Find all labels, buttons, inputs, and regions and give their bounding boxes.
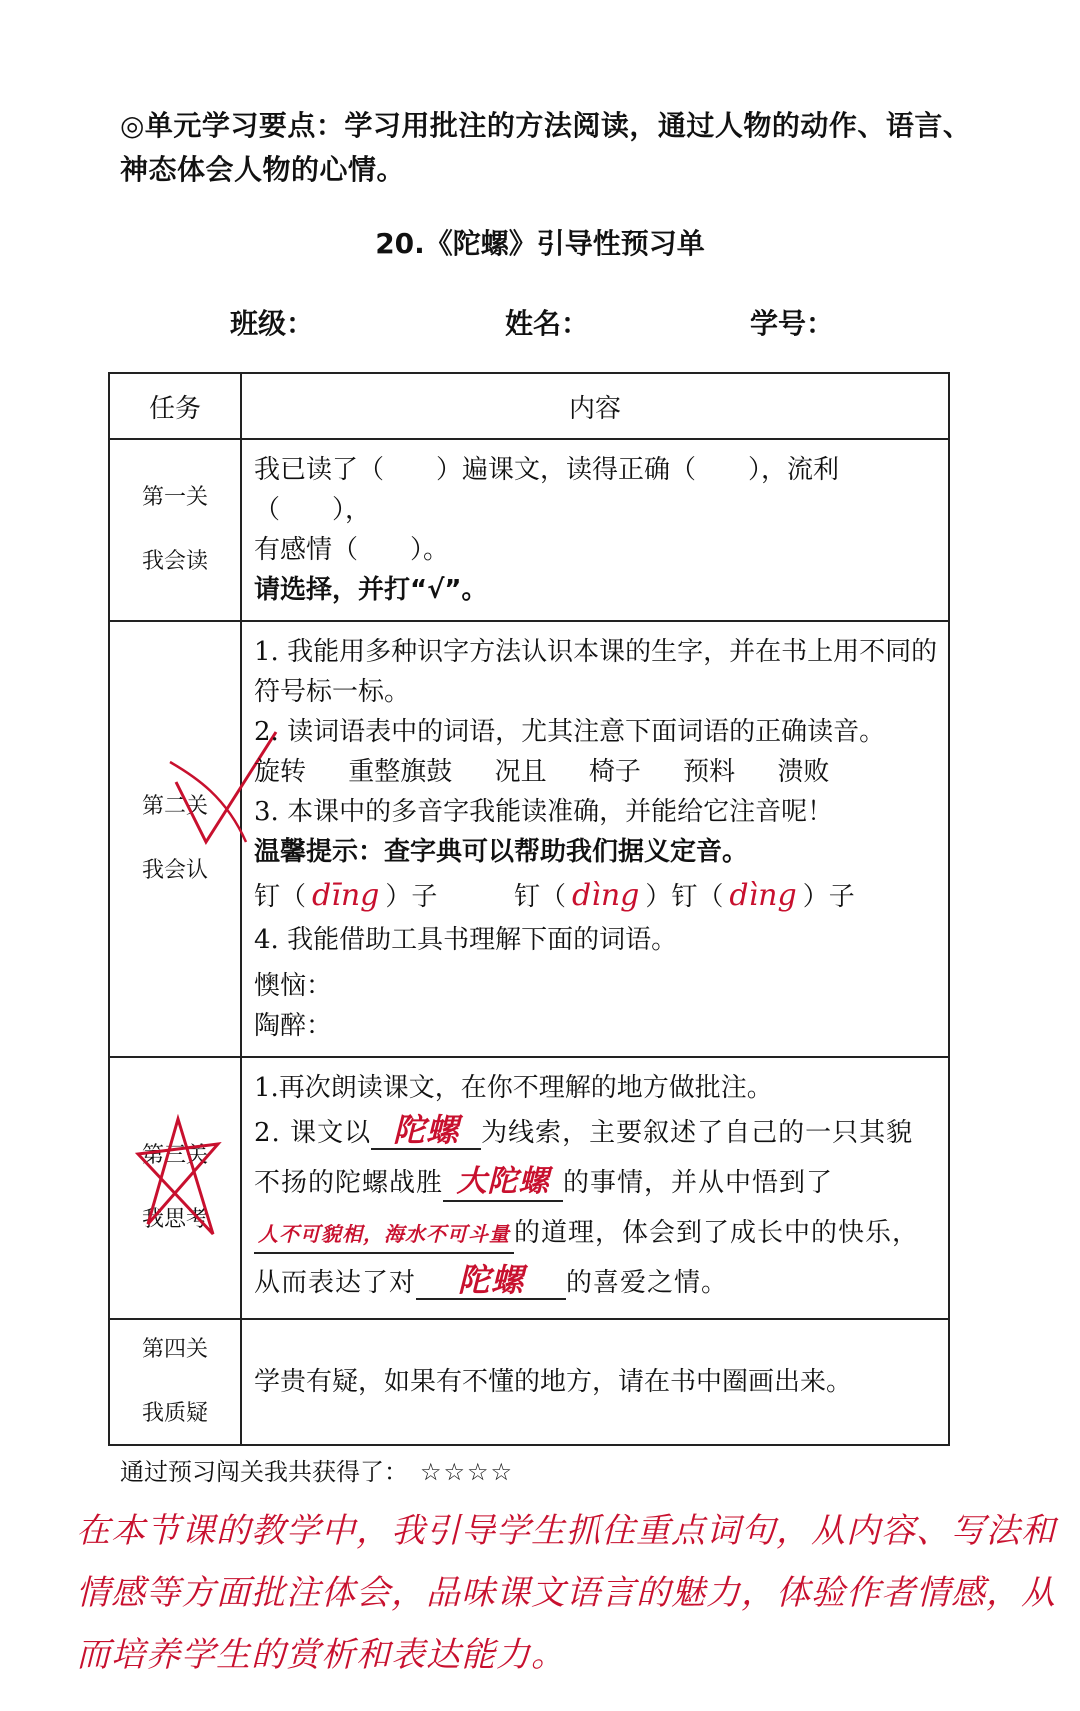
vocab-word: 况且 [494,757,547,787]
col-header-content: 内容 [241,373,949,439]
teacher-handwritten-note: 在本节课的教学中，我引导学生抓住重点词句，从内容、写法和情感等方面批注体会，品味课文语言的魅力，体验作者情感，从而培养学生的赏析和表达能力。 [76,1511,1056,1675]
level-3-cell [109,1057,241,1319]
task-table [108,372,950,1446]
vocab-word: 重整旗鼓 [348,757,453,787]
level-1-title: 第一关 [141,485,208,510]
pinyin-answer: dìng [729,878,797,913]
vocab-word: 预料 [683,757,736,787]
class-label: 班级： [230,307,315,340]
level-4-task: 我质疑 [141,1401,208,1426]
level-4-content [241,1319,949,1445]
vocab-word: 椅子 [588,757,641,787]
name-label: 姓名： [505,307,590,340]
answer-blank: 人不可貌相，海水不可斗量 [254,1216,514,1254]
question-instruction: 学贵有疑，如果有不懂的地方，请在书中圈画出来。 [254,1367,853,1397]
star-rating-icon: ☆☆☆☆ [420,1458,515,1486]
level-2-task: 我会认 [141,858,208,883]
fill-in-paragraph: 2. 课文以 陀螺 为线索，主要叙述了自己的一只其貌不扬的陀螺战胜 大陀螺 的事情，并从中悟到了人不可貌相，海水不可斗量 的道理，体会到了成长中的快乐，从而表达了对 陀螺 的喜爱之情。 [254,1111,920,1299]
polyphone-1: 钉（ dīng ）子 [254,878,438,913]
pinyin-answer: dīng [312,878,380,913]
student-id-label: 学号： [750,307,835,340]
term-definition: 陶醉： [254,1011,333,1041]
level-1-content [241,439,949,621]
answer-blank: 陀螺 [416,1262,566,1300]
vocab-word: 旋转 [254,757,307,787]
list-item: 1. 我能用多种识字方法认识本课的生字，并在书上用不同的符号标一标。 [254,637,938,707]
reading-check-line: 我已读了（ ）遍课文，读得正确（ ），流利（ ）， [254,455,840,525]
level-3-title: 第三关 [141,1143,208,1168]
table-header-row [109,373,949,439]
level-2-cell [109,621,241,1057]
level-3-task: 我思考 [141,1207,208,1232]
list-item: 1.再次朗读课文，在你不理解的地方做批注。 [254,1073,773,1103]
level-3-content [241,1057,949,1319]
table-row [109,621,949,1057]
table-row [109,1057,949,1319]
pinyin-answer: dìng [572,878,640,913]
polyphone-row [254,872,938,920]
level-1-task: 我会读 [141,549,208,574]
level-2-content [241,621,949,1057]
list-item: 4. 我能借助工具书理解下面的词语。 [254,925,678,955]
level-4-cell [109,1319,241,1445]
list-item: 2. 读词语表中的词语，尤其注意下面词语的正确读音。 [254,717,886,747]
stars-label: 通过预习闯关我共获得了： [120,1458,408,1486]
page-title: 20.《陀螺》引导性预习单 [375,227,705,260]
stars-summary [120,1452,514,1487]
vocabulary-list [254,752,938,792]
instruction-text: 请选择，并打“√”。 [254,575,488,605]
level-1-cell [109,439,241,621]
list-item: 3. 本课中的多音字我能读准确，并能给它注音呢！ [254,797,834,827]
table-row [109,439,949,621]
level-4-title: 第四关 [141,1337,208,1362]
answer-blank: 陀螺 [371,1112,481,1150]
reading-check-line: 有感情（ ）。 [254,535,450,565]
level-2-title: 第二关 [141,794,208,819]
table-row [109,1319,949,1445]
vocab-word: 溃败 [777,757,830,787]
answer-blank: 大陀螺 [443,1164,563,1202]
tip-text: 温馨提示：查字典可以帮助我们据义定音。 [254,837,749,867]
polyphone-2: 钉（ dìng ）钉（ dìng ）子 [514,878,855,913]
term-definition: 懊恼： [254,971,333,1001]
col-header-task: 任务 [109,373,241,439]
unit-learning-points: ◎单元学习要点：学习用批注的方法阅读，通过人物的动作、语言、神态体会人物的心情。 [120,109,972,186]
